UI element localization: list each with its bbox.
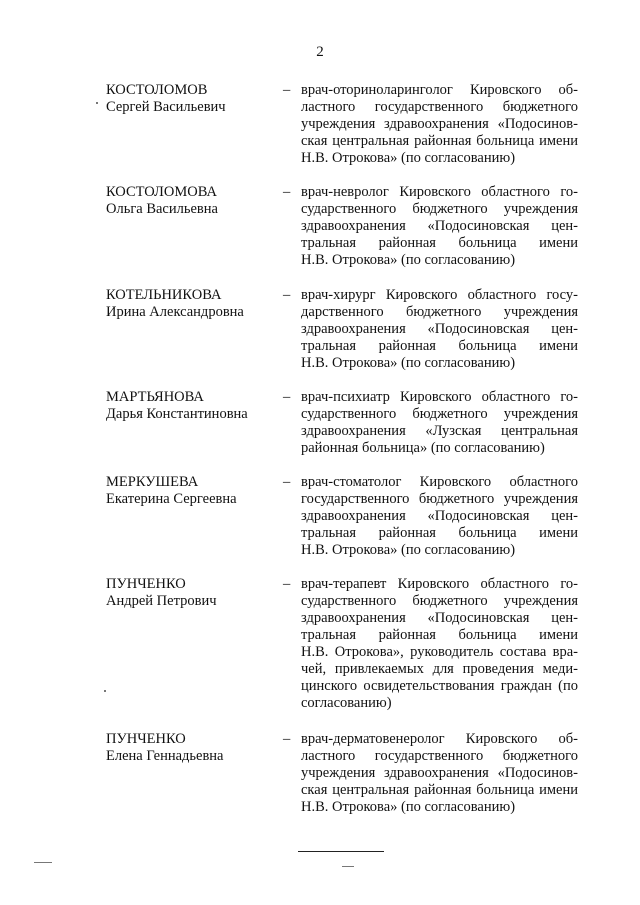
member-role (301, 82, 578, 167)
member-role (301, 389, 578, 457)
role-line: врач-невролог Кировского областного го- (301, 184, 578, 200)
member-surname: КОСТОЛОМОВА (106, 184, 217, 200)
member-name (106, 576, 281, 610)
role-line: тральная районная больница имени (301, 627, 578, 643)
member-given-name: Дарья Константиновна (106, 406, 248, 422)
member-surname: ПУНЧЕНКО (106, 576, 186, 592)
member-surname: ПУНЧЕНКО (106, 731, 186, 747)
role-line: врач-психиатр Кировского областного го- (301, 389, 578, 405)
scan-speck (34, 862, 52, 863)
page-number: 2 (316, 44, 324, 60)
role-line: сударственного бюджетного учреждения (301, 406, 578, 422)
scan-speck (342, 866, 354, 867)
member-surname: КОТЕЛЬНИКОВА (106, 287, 222, 303)
dash-separator: – (283, 287, 291, 303)
member-name (106, 389, 281, 423)
role-line: сударственного бюджетного учреждения (301, 593, 578, 609)
role-line: тральная районная больница имени (301, 338, 578, 354)
dash-separator: – (283, 184, 291, 200)
member-role (301, 731, 578, 816)
member-given-name: Андрей Петрович (106, 593, 217, 609)
role-line: здравоохранения «Подосиновская цен- (301, 508, 578, 524)
dash-separator: – (283, 576, 291, 592)
member-role (301, 474, 578, 559)
role-line: Н.В. Отрокова» (по согласованию) (301, 150, 516, 166)
role-line: Н.В. Отрокова» (по согласованию) (301, 542, 516, 558)
member-given-name: Елена Геннадьевна (106, 748, 224, 764)
member-name (106, 731, 281, 765)
role-line: врач-стоматолог Кировского областного (301, 474, 578, 490)
role-line: Н.В. Отрокова», руководитель состава вра- (301, 644, 578, 660)
role-line: ластного государственного бюджетного (301, 99, 578, 115)
dash-separator: – (283, 474, 291, 490)
role-line: учреждения здравоохранения «Подосинов- (301, 765, 578, 781)
member-name (106, 474, 281, 508)
member-surname: КОСТОЛОМОВ (106, 82, 208, 98)
member-given-name: Ольга Васильевна (106, 201, 218, 217)
role-line: тральная районная больница имени (301, 525, 578, 541)
closing-rule (298, 851, 384, 852)
role-line: ская центральная районная больница имени (301, 133, 578, 149)
role-line: врач-дерматовенеролог Кировского об- (301, 731, 578, 747)
role-line: врач-оториноларинголог Кировского об- (301, 82, 578, 98)
role-line: учреждения здравоохранения «Подосинов- (301, 116, 578, 132)
role-line: здравоохранения «Подосиновская цен- (301, 218, 578, 234)
role-line: врач-хирург Кировского областного госу- (301, 287, 578, 303)
dash-separator: – (283, 82, 291, 98)
role-line: Н.В. Отрокова» (по согласованию) (301, 799, 516, 815)
role-line: здравоохранения «Лузская центральная (301, 423, 578, 439)
role-line: цинского освидетельствования граждан (по (301, 678, 578, 694)
member-surname: МАРТЬЯНОВА (106, 389, 204, 405)
role-line: здравоохранения «Подосиновская цен- (301, 610, 578, 626)
role-line: чей, привлекаемых для проведения меди- (301, 661, 578, 677)
member-role (301, 576, 578, 712)
role-line: сударственного бюджетного учреждения (301, 201, 578, 217)
role-line: Н.В. Отрокова» (по согласованию) (301, 355, 516, 371)
member-given-name: Сергей Васильевич (106, 99, 226, 115)
scan-speck (104, 690, 106, 692)
member-given-name: Екатерина Сергеевна (106, 491, 237, 507)
dash-separator: – (283, 389, 291, 405)
member-name (106, 184, 281, 218)
role-line: государственного бюджетного учреждения (301, 491, 578, 507)
role-line: Н.В. Отрокова» (по согласованию) (301, 252, 516, 268)
member-name (106, 82, 281, 116)
member-surname: МЕРКУШЕВА (106, 474, 199, 490)
role-line: тральная районная больница имени (301, 235, 578, 251)
member-given-name: Ирина Александровна (106, 304, 244, 320)
role-line: согласованию) (301, 695, 392, 711)
member-role (301, 184, 578, 269)
role-line: ская центральная районная больница имени (301, 782, 578, 798)
role-line: дарственного бюджетного учреждения (301, 304, 578, 320)
member-role (301, 287, 578, 372)
role-line: ластного государственного бюджетного (301, 748, 578, 764)
role-line: врач-терапевт Кировского областного го- (301, 576, 578, 592)
role-line: районная больница» (по согласованию) (301, 440, 545, 456)
dash-separator: – (283, 731, 291, 747)
scan-speck (96, 102, 98, 104)
member-name (106, 287, 281, 321)
role-line: здравоохранения «Подосиновская цен- (301, 321, 578, 337)
